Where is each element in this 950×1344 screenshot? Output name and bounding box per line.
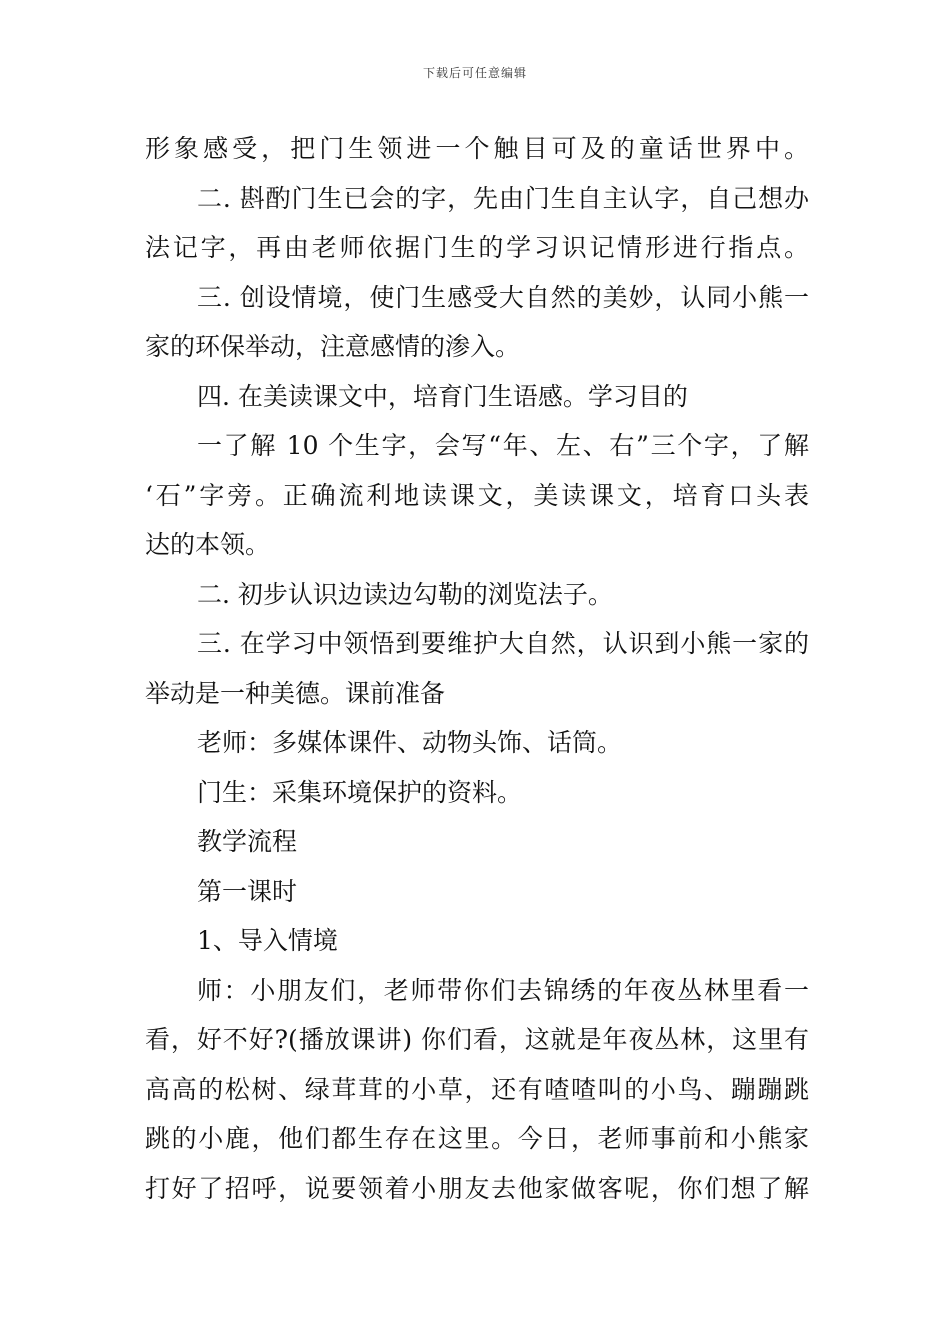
body-text xyxy=(145,124,809,1213)
text-line: 高高的松树、绿茸茸的小草，还有喳喳叫的小鸟、蹦蹦跳 xyxy=(145,1074,809,1104)
text-line: 门生：采集环境保护的资料。 xyxy=(197,777,523,807)
text-line: 家的环保举动，注意感情的渗入。 xyxy=(145,332,521,361)
text-line: 看，好不好?(播放课讲) 你们看，这就是年夜丛林，这里有 xyxy=(145,1025,809,1054)
text-line: 师：小朋友们，老师带你们去锦绣的年夜丛林里看一 xyxy=(197,975,809,1005)
section-heading: 第一课时 xyxy=(197,876,298,906)
text-line: 形象感受，把门生领进一个触目可及的童话世界中。 xyxy=(145,134,809,163)
page-header: 下载后可任意编辑 xyxy=(422,66,527,80)
text-line: 跳的小鹿，他们都生存在这里。今日，老师事前和小熊家 xyxy=(145,1124,809,1153)
text-line: 三. 创设情境，使门生感受大自然的美妙，认同小熊一 xyxy=(197,282,809,312)
text-line: 老师：多媒体课件、动物头饰、话筒。 xyxy=(197,728,623,757)
text-line: 法记字，再由老师依据门生的学习识记情形进行指点。 xyxy=(145,233,809,262)
text-line: 四. 在美读课文中，培育门生语感。学习目的 xyxy=(197,381,688,411)
text-line: 二. 初步认识边读边勾勒的浏览法子。 xyxy=(197,579,613,609)
text-line: 三. 在学习中领悟到要维护大自然，认识到小熊一家的 xyxy=(197,629,809,658)
text-line: 达的本领。 xyxy=(145,530,271,559)
text-line: 举动是一种美德。课前准备 xyxy=(145,678,446,708)
text-line: 二. 斟酌门生已会的字，先由门生自主认字，自己想办 xyxy=(197,183,809,213)
text-line: 一了解 10 个生字，会写“年、左、右”三个字，了解 xyxy=(197,431,809,460)
section-heading: 1、导入情境 xyxy=(197,926,338,955)
text-line: 打好了招呼，说要领着小朋友去他家做客呢，你们想了解 xyxy=(145,1173,809,1203)
text-line: ‘石”字旁。正确流利地读课文，美读课文，培育口头表 xyxy=(145,480,809,510)
section-heading: 教学流程 xyxy=(197,827,298,856)
